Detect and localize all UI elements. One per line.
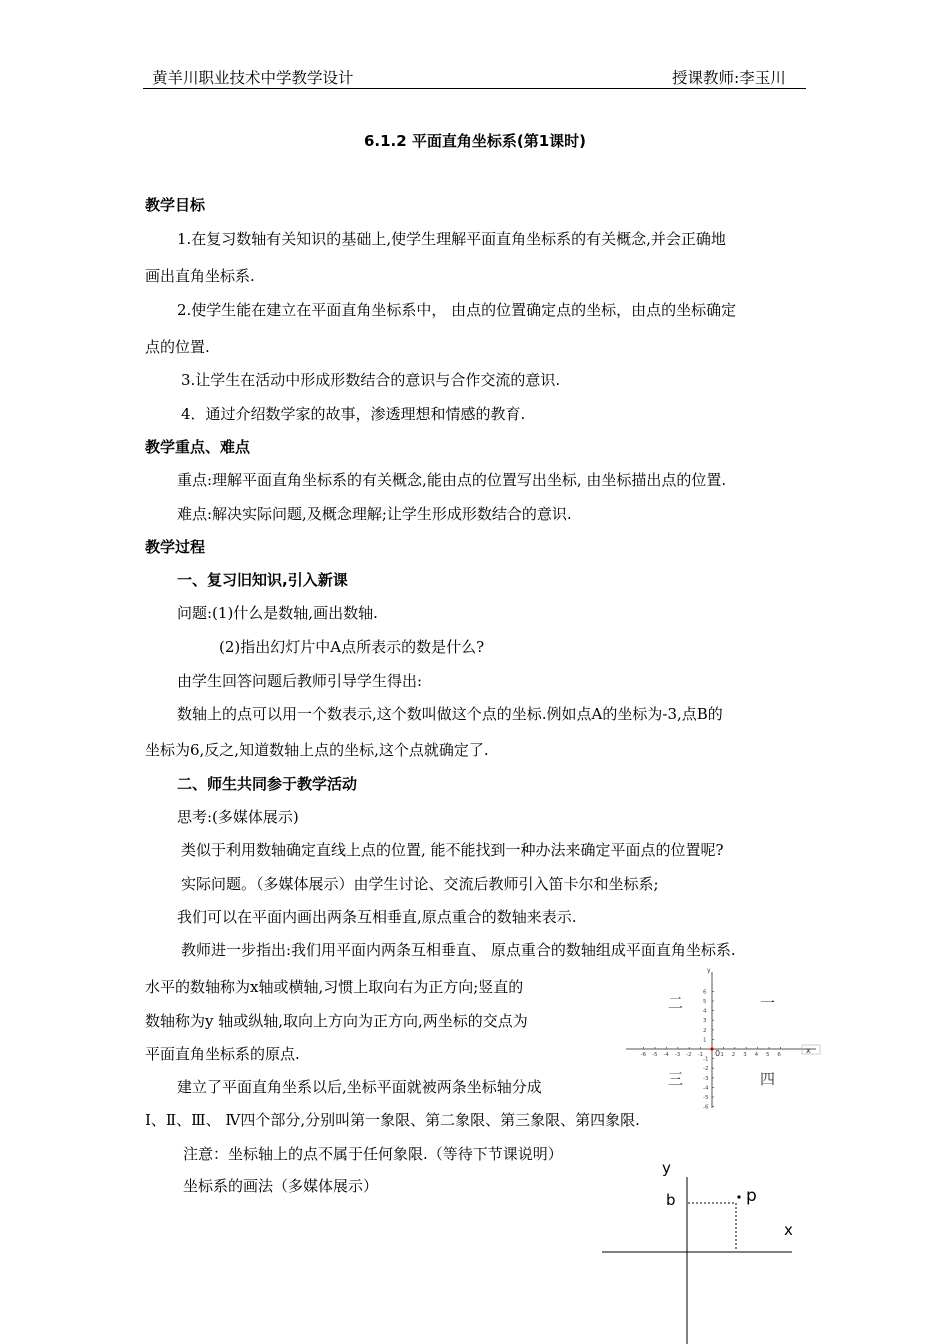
origin-point: [710, 1047, 713, 1050]
y-tick-label: -1: [703, 1056, 709, 1063]
x-tick-label: -6: [640, 1052, 647, 1058]
b-label: b: [666, 1191, 676, 1209]
section2-l4: 我们可以在平面内画出两条互相垂直,原点重合的数轴来表示.: [177, 908, 577, 926]
y-tick-label: -4: [703, 1085, 709, 1092]
quadrant-3-label: 三: [668, 1070, 684, 1088]
section1-heading: 一、复习旧知识,引入新课: [177, 571, 348, 589]
section2-l5: 教师进一步指出:我们用平面内两条互相垂直、 原点重合的数轴组成平面直角坐标系.: [181, 941, 736, 959]
x-tick-label: 3: [743, 1052, 747, 1058]
p-label: p: [746, 1186, 757, 1206]
y-tick-label: 6: [703, 989, 707, 996]
section1-q2: (2)指出幻灯片中A点所表示的数是什么?: [219, 638, 485, 656]
x-tick-label: 1: [720, 1052, 724, 1058]
x-tick-label: 6: [777, 1052, 781, 1058]
x-tick-label: 2: [731, 1052, 736, 1058]
objective-4: 4．通过介绍数学家的故事，渗透理想和情感的教育.: [181, 405, 526, 423]
y-tick-label: 2: [703, 1027, 707, 1034]
section2-l1: 思考:(多媒体展示): [177, 808, 299, 826]
section1-l1: 由学生回答问题后教师引导学生得出:: [177, 672, 423, 690]
x-tick-label: -2: [686, 1052, 692, 1058]
y-tick-label: -3: [703, 1075, 709, 1082]
objective-1-line2: 画出直角坐标系.: [145, 267, 255, 285]
process-heading: 教学过程: [145, 538, 206, 556]
x-tick-label: 5: [766, 1052, 770, 1058]
objective-1-line1: 1.在复习数轴有关知识的基础上,使学生理解平面直角坐标系的有关概念,并会正确地: [177, 230, 726, 248]
section2-l7: 数轴称为y 轴或纵轴,取向上方向为正方向,两坐标的交点为: [145, 1012, 528, 1030]
objective-2-line1: 2.使学生能在建立在平面直角坐标系中， 由点的位置确定点的坐标，由点的坐标确定: [177, 301, 737, 319]
section2-l6: 水平的数轴称为x轴或横轴,习惯上取向右为正方向;竖直的: [145, 978, 524, 996]
quadrant-1-label: 一: [760, 994, 776, 1012]
objective-2-line2: 点的位置.: [145, 338, 210, 356]
section1-l2: 数轴上的点可以用一个数表示,这个数叫做这个点的坐标.例如点A的坐标为-3,点B的: [177, 705, 723, 723]
x-tick-label: -4: [663, 1052, 669, 1058]
y-axis-label: y: [707, 967, 711, 974]
y-axis-label: y: [662, 1159, 671, 1177]
section2-l10: Ⅰ、Ⅱ、Ⅲ、 Ⅳ四个部分,分别叫第一象限、第二象限、第三象限、第四象限.: [145, 1111, 640, 1129]
keypoint-difficulty: 难点:解决实际问题,及概念理解;让学生形成形数结合的意识.: [177, 505, 572, 523]
x-tick-label: 4: [754, 1052, 759, 1058]
point-p: [737, 1195, 740, 1198]
y-tick-label: 5: [703, 999, 707, 1005]
objectives-heading: 教学目标: [145, 196, 206, 214]
section2-l3: 实际问题。（多媒体展示）由学生讨论、交流后教师引入笛卡尔和坐标系;: [181, 875, 659, 893]
section2-heading: 二、师生共同参于教学活动: [177, 775, 358, 793]
header-right: 授课教师:李玉川: [672, 69, 786, 87]
x-axis-label: x: [784, 1221, 793, 1239]
coordinate-plane-figure: [624, 966, 824, 1114]
y-tick-label: 1: [703, 1037, 707, 1044]
x-tick-label: -3: [674, 1052, 681, 1058]
objective-3: 3.让学生在活动中形成形数结合的意识与合作交流的意识.: [181, 371, 561, 389]
keypoints-heading: 教学重点、难点: [145, 438, 251, 456]
header-rule: [143, 88, 806, 89]
quadrant-4-label: 四: [760, 1070, 776, 1088]
y-tick-label: 4: [703, 1008, 707, 1015]
section2-l9: 建立了平面直角坐系以后,坐标平面就被两条坐标轴分成: [177, 1078, 542, 1096]
x-tick-label: -1: [697, 1052, 704, 1058]
section2-l12: 坐标系的画法（多媒体展示）: [183, 1177, 379, 1195]
y-tick-label: -2: [703, 1066, 709, 1073]
x-axis-label: x: [806, 1046, 811, 1055]
header-left: 黄羊川职业技术中学教学设计: [152, 69, 354, 87]
y-tick-label: -6: [703, 1104, 709, 1111]
origin-label: 0: [715, 1049, 721, 1058]
section2-l2: 类似于利用数轴确定直线上点的位置, 能不能找到一种办法来确定平面点的位置呢?: [181, 841, 724, 859]
x-tick-label: -5: [652, 1052, 658, 1058]
y-tick-label: 3: [703, 1018, 707, 1025]
section2-l8: 平面直角坐标系的原点.: [145, 1045, 300, 1063]
page-title: 6.1.2 平面直角坐标系(第1课时): [363, 132, 587, 150]
y-tick-label: -5: [703, 1095, 709, 1101]
section2-l11: 注意：坐标轴上的点不属于任何象限.（等待下节课说明）: [183, 1145, 563, 1163]
quadrant-2-label: 二: [668, 994, 684, 1012]
section1-l3: 坐标为6,反之,知道数轴上点的坐标,这个点就确定了.: [145, 741, 489, 759]
coordinate-drawing-figure: [600, 1155, 800, 1344]
section1-q1: 问题:(1)什么是数轴,画出数轴.: [177, 604, 378, 622]
keypoint-focus: 重点:理解平面直角坐标系的有关概念,能由点的位置写出坐标, 由坐标描出点的位置.: [177, 471, 727, 489]
